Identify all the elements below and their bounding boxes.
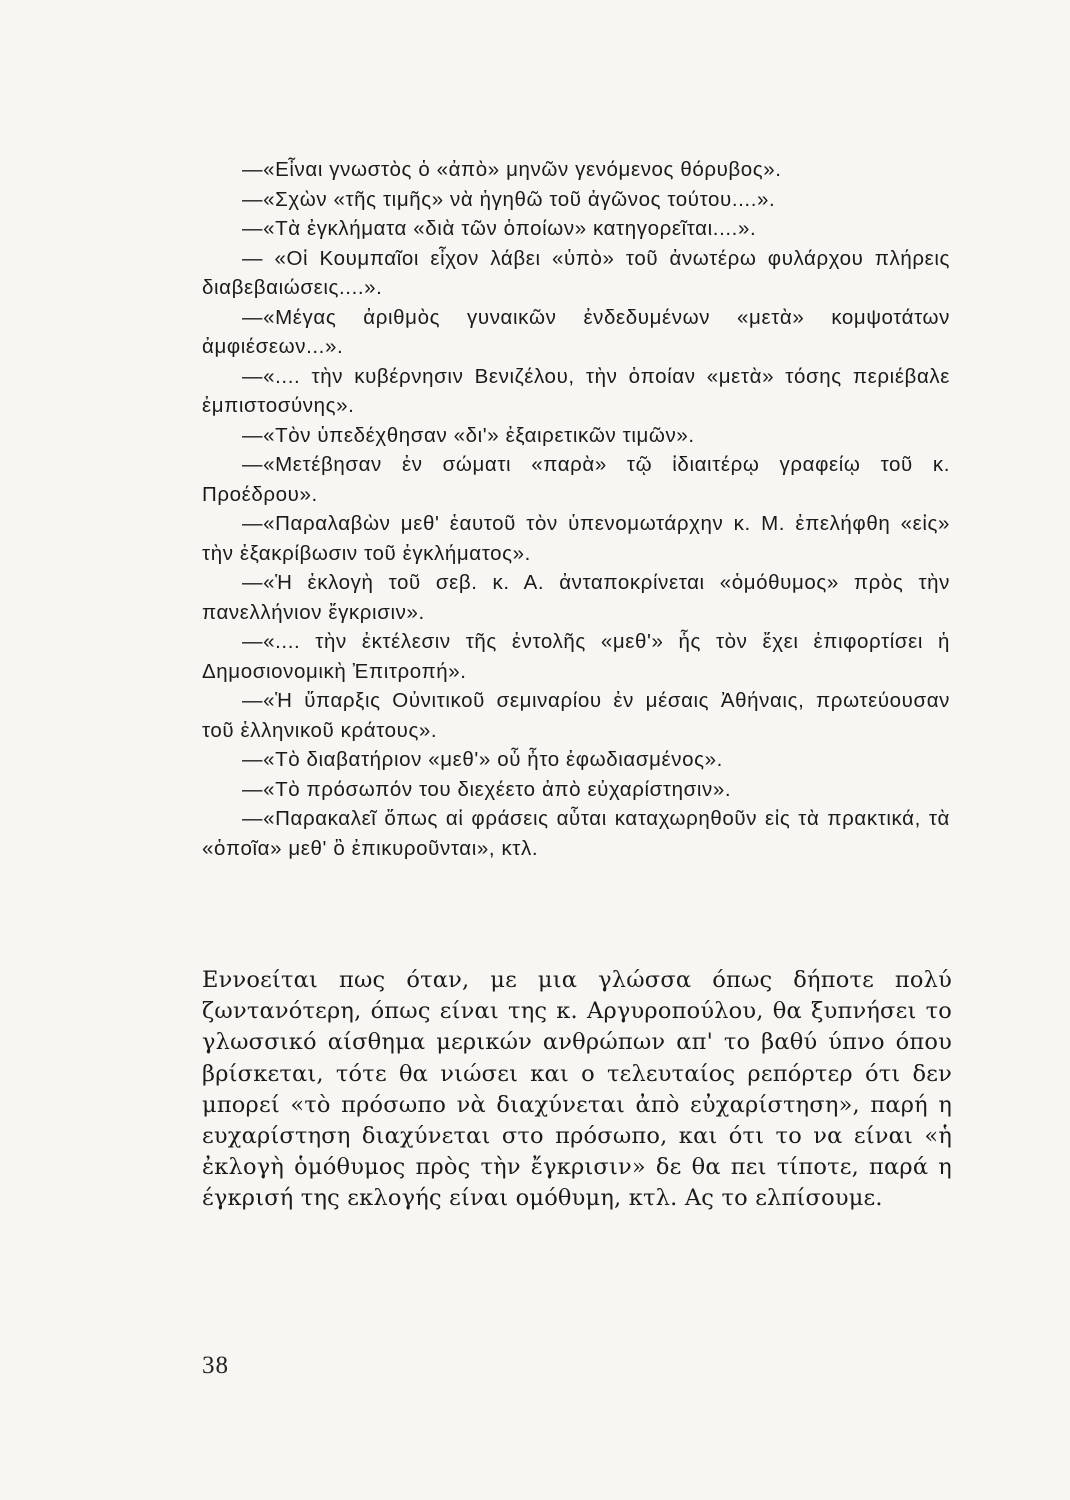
quote-item: —«Τὸν ὑπεδέχθησαν «δι'» ἐξαιρετικῶν τιμῶν». xyxy=(242,423,695,447)
quote-item: —«Τὸ διαβατήριον «μεθ'» οὗ ἦτο ἐφωδιασμένος». xyxy=(242,748,723,771)
quote-item: —«Σχὼν «τῆς τιμῆς» νὰ ἡγηθῶ τοῦ ἀγῶνος τούτου....». xyxy=(242,187,776,211)
quote-item: —«Ἡ ὕπαρξις Οὐνιτικοῦ σεμιναρίου ἐν μέσαις Ἀθήναις, πρωτεύουσαν τοῦ ἑλληνικοῦ κράτους». xyxy=(202,689,950,742)
body-paragraph: Εννοείται πως όταν, με μια γλώσσα όπως δήποτε πολύ ζωντανότερη, όπως είναι της κ. Αργυροπούλου, θα ξυπνήσει το γλωσσικό αίσθημα μερικών ανθρώπων απ' το βαθύ ύπνο όπου βρίσκεται, τότε θα νιώσει και ο τελευταίος ρεπόρτερ ότι δεν μπορεί «τὸ πρόσωπο νὰ διαχύνεται ἀπὸ εὐχαρίστηση», παρή η ευχαρίστηση διαχύνεται στο πρόσωπο, και ότι το να είναι «ἡ ἐκλογὴ ὁμόθυμος πρὸς τὴν ἔγκρισιν» δε θα πει τίποτε, παρά η έγκρισή της εκλογής είναι ομόθυμη, κτλ. Ας το ελπίσουμε. xyxy=(202,967,952,1212)
quote-item: —«Παρακαλεῖ ὅπως αἱ φράσεις αὗται καταχωρηθοῦν εἰς τὰ πρακτικά, τὰ «ὁποῖα» μεθ' ὃ ἐπικυροῦνται», κτλ. xyxy=(202,807,950,860)
quote-item: —«Τὸ πρόσωπόν του διεχέετο ἀπὸ εὐχαρίστησιν». xyxy=(242,777,732,801)
quote-item: —«Παραλαβὼν μεθ' ἑαυτοῦ τὸν ὑπενομωτάρχην κ. Μ. ἐπελήφθη «εἰς» τὴν ἐξακρίβωσιν τοῦ ἐγκλήματος». xyxy=(202,512,950,565)
quote-item: —«.... τὴν ἐκτέλεσιν τῆς ἐντολῆς «μεθ'» ἧς τὸν ἔχει ἐπιφορτίσει ἡ Δημοσιονομικὴ Ἐπιτροπή». xyxy=(202,630,950,683)
quote-item: —«Μετέβησαν ἐν σώματι «παρὰ» τῷ ἰδιαιτέρῳ γραφείῳ τοῦ κ. Προέδρου». xyxy=(202,453,950,506)
quote-item: —«Τὰ ἐγκλήματα «διὰ τῶν ὁποίων» κατηγορεῖται....». xyxy=(242,217,757,240)
page-number: 38 xyxy=(202,1352,229,1379)
quote-item: — «Οἱ Κουμπαῖοι εἶχον λάβει «ὑπὸ» τοῦ ἀνωτέρω φυλάρχου πλήρεις διαβεβαιώσεις....». xyxy=(202,246,950,299)
quoted-examples-list xyxy=(202,155,950,863)
quote-item: —«Εἶναι γνωστὸς ὁ «ἀπὸ» μηνῶν γενόμενος θόρυβος». xyxy=(242,158,782,181)
quote-item: —«Μέγας ἀριθμὸς γυναικῶν ἐνδεδυμένων «μετὰ» κομψοτάτων ἀμφιέσεων...». xyxy=(202,305,950,358)
quote-item: —«Ἡ ἐκλογὴ τοῦ σεβ. κ. Α. ἀνταποκρίνεται «ὁμόθυμος» πρὸς τὴν πανελλήνιον ἔγκρισιν». xyxy=(202,571,950,624)
quote-item: —«.... τὴν κυβέρνησιν Βενιζέλου, τὴν ὁποίαν «μετὰ» τόσης περιέβαλε ἐμπιστοσύνης». xyxy=(202,364,950,417)
